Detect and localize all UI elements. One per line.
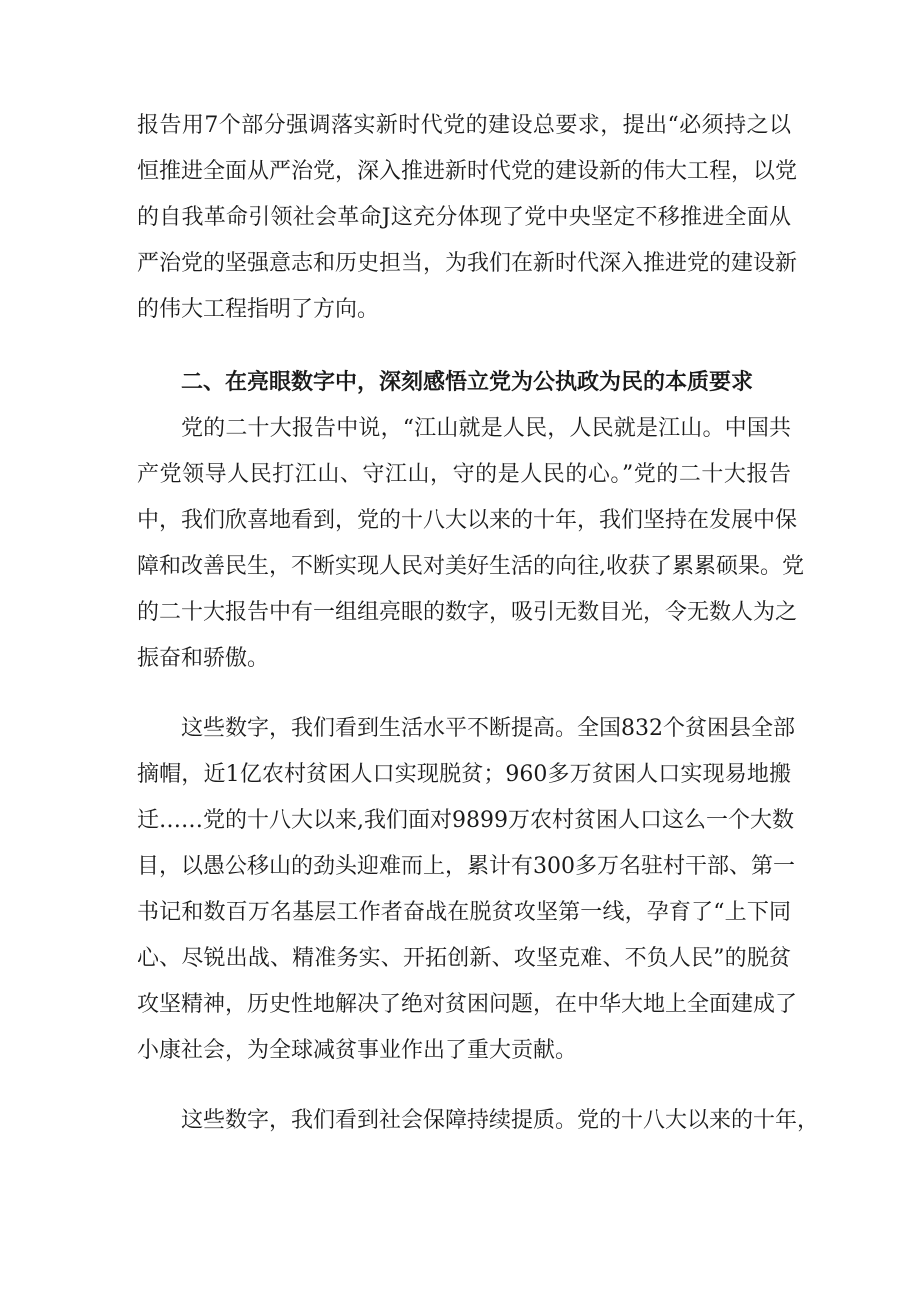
paragraph-line: 心、尽锐出战、精准务实、开拓创新、攻坚克难、不负人民”的脱贫 (137, 946, 791, 971)
paragraph-line: 目，以愚公移山的劲头迎难而上，累计有300多万名驻村干部、第一 (137, 854, 795, 879)
paragraph-line: 的自我革命引领社会革命J这充分体现了党中央坚定不移推进全面从 (137, 205, 791, 230)
paragraph-line: 这些数字，我们看到生活水平不断提高。全国832个贫困县全部 (181, 716, 795, 741)
paragraph-line: 障和改善民生，不断实现人民对美好生活的向往,收获了累累硕果。党 (137, 554, 804, 579)
paragraph-line: 党的二十大报告中说，“江山就是人民，人民就是江山。中国共 (181, 416, 791, 441)
paragraph-line: 振奋和骄傲。 (137, 646, 270, 671)
paragraph-line: 的伟大工程指明了方向。 (137, 297, 380, 322)
paragraph-line: 这些数字，我们看到社会保障持续提质。党的十八大以来的十年， (181, 1108, 820, 1133)
paragraph-line: 攻坚精神，历史性地解决了绝对贫困问题，在中华大地上全面建成了 (137, 992, 798, 1017)
paragraph-line: 严治党的坚强意志和历史担当，为我们在新时代深入推进党的建设新 (137, 251, 798, 276)
section-heading: 二、在亮眼数字中，深刻感悟立党为公执政为民的本质要求 (181, 370, 754, 395)
paragraph-line: 中，我们欣喜地看到，党的十八大以来的十年，我们坚持在发展中保 (137, 508, 798, 533)
paragraph-line: 恒推进全面从严治党，深入推进新时代党的建设新的伟大工程，以党 (137, 159, 798, 184)
paragraph-line: 摘帽，近1亿农村贫困人口实现脱贫；960多万贫困人口实现易地搬 (137, 762, 791, 787)
paragraph-line: 产党领导人民打江山、守江山，守的是人民的心。”党的二十大报告 (137, 462, 791, 487)
paragraph-line: 小康社会，为全球减贫事业作出了重大贡献。 (137, 1038, 578, 1063)
paragraph-line: 报告用7个部分强调落实新时代党的建设总要求，提出“必须持之以 (137, 113, 791, 138)
paragraph-line: 的二十大报告中有一组组亮眼的数字，吸引无数目光，令无数人为之 (137, 600, 798, 625)
paragraph-line: 书记和数百万名基层工作者奋战在脱贫攻坚第一线，孕育了“上下同 (137, 900, 791, 925)
paragraph-line: 迁……党的十八大以来,我们面对9899万农村贫困人口这么一个大数 (137, 808, 794, 833)
